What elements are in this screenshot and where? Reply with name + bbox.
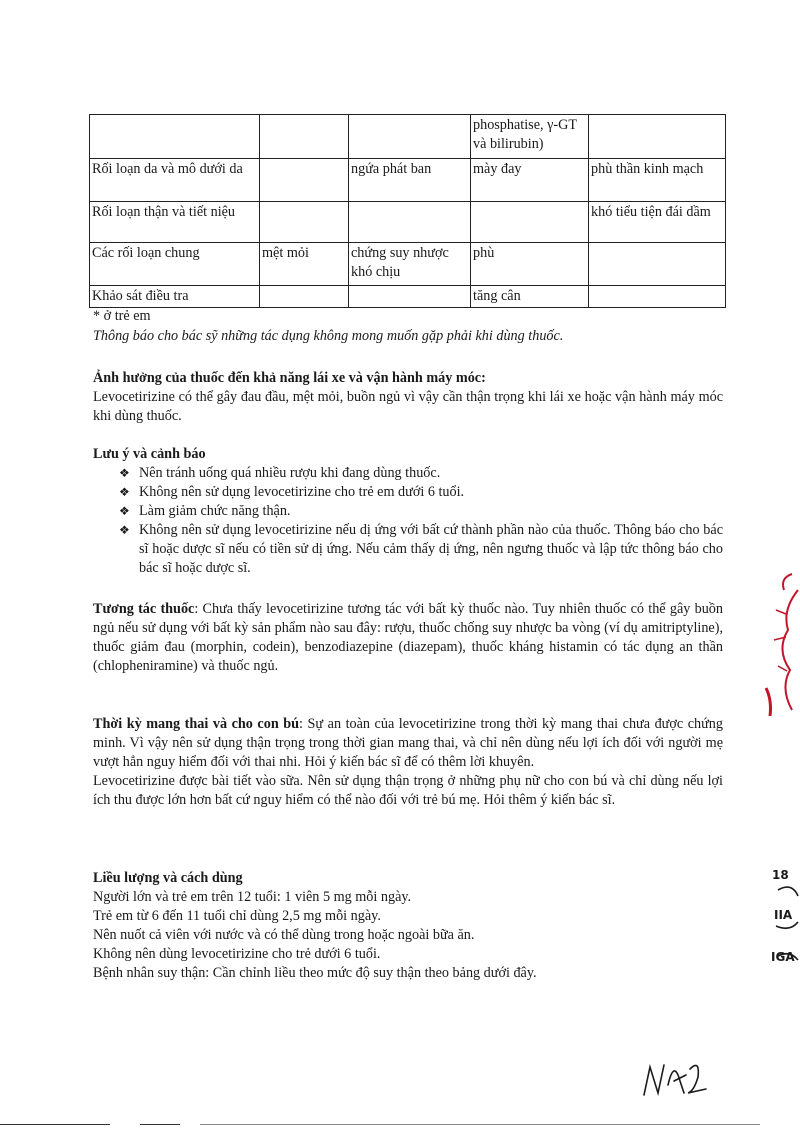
- dosage-heading: Liều lượng và cách dùng: [93, 870, 243, 886]
- round-stamp-edge: [768, 860, 800, 970]
- margin-mark: IGA: [771, 950, 795, 964]
- table-cell: [349, 286, 471, 308]
- warnings-heading: Lưu ý và cảnh báo: [93, 446, 206, 462]
- divider: [200, 1124, 760, 1125]
- divider: [140, 1124, 180, 1125]
- table-cell: [260, 286, 349, 308]
- table-cell: chứng suy nhược khó chịu: [349, 243, 471, 286]
- handwritten-initials: [640, 1055, 720, 1105]
- table-cell: tăng cân: [471, 286, 589, 308]
- table-cell: Khảo sát điều tra: [90, 286, 260, 308]
- interactions-heading: Tương tác thuốc: [93, 601, 195, 617]
- table-cell: Rối loạn thận và tiết niệu: [90, 202, 260, 243]
- pregnancy-heading: Thời kỳ mang thai và cho con bú: [93, 716, 300, 732]
- table-cell: ngứa phát ban: [349, 159, 471, 202]
- table-cell: [471, 202, 589, 243]
- footnote: * ở trẻ em: [93, 308, 151, 324]
- adverse-effects-table: [89, 114, 726, 308]
- dosage-line: Không nên dùng levocetirizine cho trẻ dưới 6 tuổi.: [93, 946, 381, 962]
- table-row: [90, 202, 726, 243]
- dosage-line: Người lớn và trẻ em trên 12 tuổi: 1 viên 5 mg mỗi ngày.: [93, 889, 412, 905]
- notice-text: Thông báo cho bác sỹ những tác dụng không mong muốn gặp phải khi dùng thuốc.: [93, 328, 564, 344]
- table-cell: mệt mỏi: [260, 243, 349, 286]
- warnings-list: [93, 464, 723, 578]
- table-cell: [589, 115, 726, 159]
- dosage-line: Nên nuốt cả viên với nước và có thể dùng trong hoặc ngoài bữa ăn.: [93, 927, 475, 943]
- table-cell: [589, 286, 726, 308]
- pregnancy-section: [93, 715, 723, 810]
- table-cell: [260, 115, 349, 159]
- table-cell: [349, 202, 471, 243]
- list-item: ❖ Không nên sử dụng levocetirizine nếu dị ứng với bất cứ thành phần nào của thuốc. Thông báo cho bác sĩ hoặc dược sĩ nếu có tiền sử dị ứng. Nếu cảm thấy dị ứng, nên ngưng thuốc và lập tức thông báo cho bác sĩ hoặc dược sĩ.: [119, 522, 723, 576]
- interactions-body: : Chưa thấy levocetirizine tương tác với bất kỳ thuốc nào. Tuy nhiên thuốc có thể gây buồn ngủ nếu sử dụng với bất kỳ sản phẩm nào sau đây: rượu, thuốc chống suy nhược ba vòng (ví dụ amitriptyline), thuốc giảm đau (morphin, codein), benzodiazepine (diazepam), thuốc kháng histamin có tác dụng an thần (chlopheniramine) và thuốc ngủ.: [93, 601, 723, 674]
- pregnancy-body: : Sự an toàn của levocetirizine trong thời kỳ mang thai chưa được chứng minh. Vì vậy nên sử dụng thận trọng trong thời gian mang thai, và chỉ nên dùng nếu lợi ích đối với người mẹ vượt hẳn nguy hiểm đối với thai nhi. Hỏi ý kiến bác sĩ để có thêm lời khuyên.: [93, 716, 723, 770]
- stamp-fragment: [762, 570, 800, 720]
- table-cell: khó tiểu tiện đái dầm: [589, 202, 726, 243]
- list-item: ❖ Làm giảm chức năng thận.: [119, 503, 291, 519]
- divider: [0, 1124, 110, 1125]
- driving-heading: Ảnh hưởng của thuốc đến khả năng lái xe và vận hành máy móc:: [93, 370, 486, 386]
- diamond-dots-icon: ❖: [119, 485, 130, 499]
- table-cell: Rối loạn da và mô dưới da: [90, 159, 260, 202]
- table-cell: phosphatise, γ-GT và bilirubin): [471, 115, 589, 159]
- table-cell: [260, 159, 349, 202]
- table-cell: mày đay: [471, 159, 589, 202]
- table-cell: [589, 243, 726, 286]
- dosage-line: Bệnh nhân suy thận: Cần chỉnh liều theo mức độ suy thận theo bảng dưới đây.: [93, 965, 537, 981]
- table-row: [90, 115, 726, 159]
- table-row: [90, 159, 726, 202]
- table-row: [90, 286, 726, 308]
- table-cell: Các rối loạn chung: [90, 243, 260, 286]
- table-cell: [90, 115, 260, 159]
- dosage-line: Trẻ em từ 6 đến 11 tuổi chỉ dùng 2,5 mg mỗi ngày.: [93, 908, 381, 924]
- table-cell: [260, 202, 349, 243]
- breastfeeding-body: Levocetirizine được bài tiết vào sữa. Nên sử dụng thận trọng ở những phụ nữ cho con bú và chỉ dùng nếu lợi ích thu được lớn hơn bất cứ nguy hiểm có thể nào đối với trẻ bú mẹ. Hỏi thêm ý kiến bác sĩ.: [93, 773, 723, 808]
- diamond-dots-icon: ❖: [119, 504, 130, 518]
- table-cell: phù thần kinh mạch: [589, 159, 726, 202]
- diamond-dots-icon: ❖: [119, 523, 130, 537]
- list-item: ❖ Nên tránh uống quá nhiều rượu khi đang dùng thuốc.: [119, 465, 441, 481]
- margin-mark: ΙΙA: [774, 908, 793, 922]
- driving-body: Levocetirizine có thể gây đau đầu, mệt mỏi, buồn ngủ vì vậy cần thận trọng khi lái xe hoặc vận hành máy móc khi dùng thuốc.: [93, 389, 723, 424]
- margin-mark: 18: [772, 868, 789, 882]
- dosage-section: [93, 869, 723, 983]
- warnings-section: [93, 445, 723, 578]
- diamond-dots-icon: ❖: [119, 466, 130, 480]
- driving-section: [93, 369, 723, 426]
- interactions-section: [93, 600, 723, 676]
- list-item: ❖ Không nên sử dụng levocetirizine cho trẻ em dưới 6 tuổi.: [119, 484, 465, 500]
- table-cell: phù: [471, 243, 589, 286]
- table-row: [90, 243, 726, 286]
- table-cell: [349, 115, 471, 159]
